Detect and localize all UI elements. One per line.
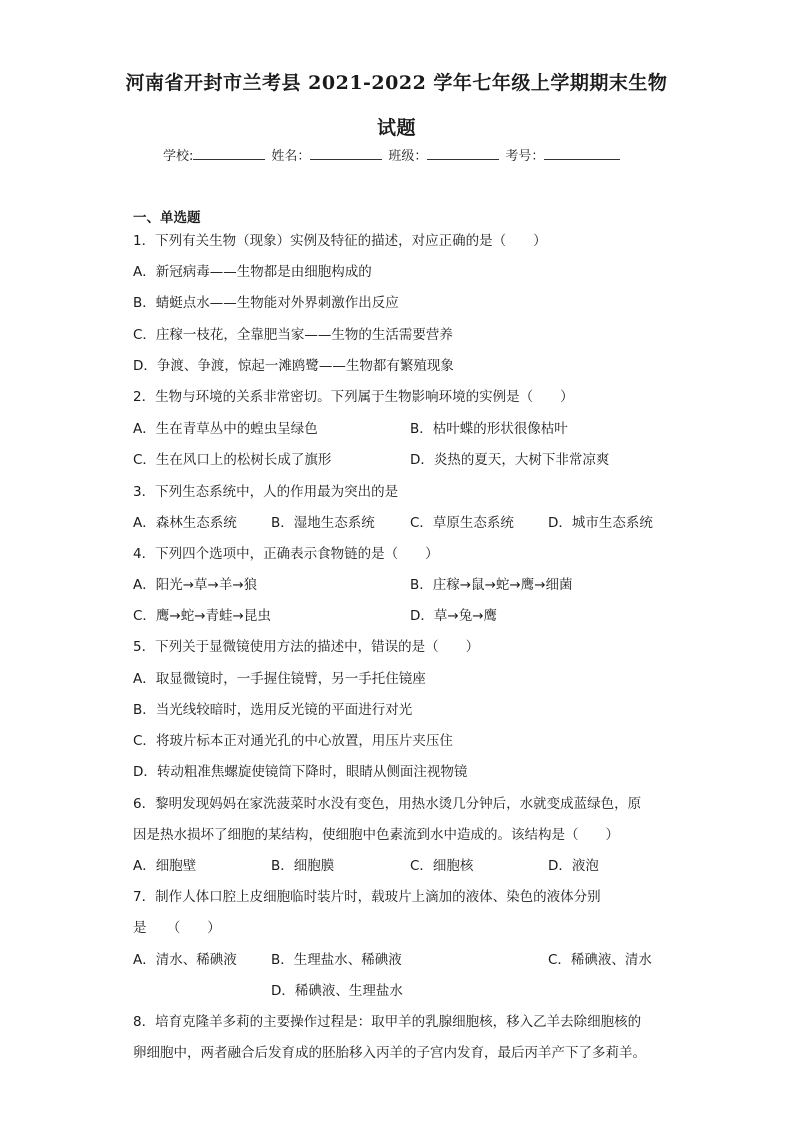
student-info-line xyxy=(163,145,626,167)
question-3-option-d: D．城市生态系统 xyxy=(548,515,653,531)
question-7-option-b: B．生理盐水、稀碘液 xyxy=(271,952,402,968)
exam-no-blank[interactable] xyxy=(544,145,620,160)
question-6-stem: 6．黎明发现妈妈在家洗菠菜时水没有变色，用热水烫几分钟后，水就变成蓝绿色，原 xyxy=(133,796,642,812)
name-label: 姓名： xyxy=(271,149,311,164)
question-2-option-a: A．生在青草丛中的蝗虫呈绿色 xyxy=(133,421,318,437)
question-4-stem: 4．下列四个选项中，正确表示食物链的是（ ） xyxy=(133,546,439,562)
question-3-option-b: B．湿地生态系统 xyxy=(271,515,375,531)
question-7-option-c: C．稀碘液、清水 xyxy=(548,952,652,968)
page-title-line2: 试题 xyxy=(376,117,416,139)
question-6-stem-cont: 因是热水损坏了细胞的某结构，使细胞中色素流到水中造成的。该结构是（ ） xyxy=(133,827,619,843)
question-1-option-d: D．争渡、争渡，惊起一滩鸥鹭——生物都有繁殖现象 xyxy=(133,358,454,374)
school-blank[interactable] xyxy=(193,145,265,160)
question-2-option-b: B．枯叶蝶的形状很像枯叶 xyxy=(410,421,568,437)
question-3-option-c: C．草原生态系统 xyxy=(410,515,514,531)
question-3-option-a: A．森林生态系统 xyxy=(133,515,237,531)
question-7-stem-cont: 是 （ ） xyxy=(133,920,221,936)
question-6-option-d: D．液泡 xyxy=(548,858,599,874)
question-6-option-a: A．细胞壁 xyxy=(133,858,197,874)
question-8-stem: 8．培育克隆羊多莉的主要操作过程是：取甲羊的乳腺细胞核，移入乙羊去除细胞核的 xyxy=(133,1014,642,1030)
exam-no-label: 考号： xyxy=(505,149,545,164)
class-blank[interactable] xyxy=(427,145,499,160)
question-1-option-a: A．新冠病毒——生物都是由细胞构成的 xyxy=(133,264,372,280)
section-heading: 一、单选题 xyxy=(133,210,201,226)
name-blank[interactable] xyxy=(310,145,382,160)
question-5-option-c: C．将玻片标本正对通光孔的中心放置，用压片夹压住 xyxy=(133,733,453,749)
question-7-option-d: D．稀碘液、生理盐水 xyxy=(271,983,403,999)
question-1-option-c: C．庄稼一枝花，全靠肥当家——生物的生活需要营养 xyxy=(133,327,453,343)
question-1-stem: 1．下列有关生物（现象）实例及特征的描述，对应正确的是（ ） xyxy=(133,233,547,249)
question-4-option-d: D．草→兔→鹰 xyxy=(410,608,498,624)
question-5-stem: 5．下列关于显微镜使用方法的描述中，错误的是（ ） xyxy=(133,639,480,655)
question-7-option-a: A．清水、稀碘液 xyxy=(133,952,237,968)
question-4-option-c: C．鹰→蛇→青蛙→昆虫 xyxy=(133,608,271,624)
question-3-stem: 3．下列生态系统中，人的作用最为突出的是 xyxy=(133,484,399,500)
question-2-option-c: C．生在风口上的松树长成了旗形 xyxy=(133,452,332,468)
question-5-option-d: D．转动粗准焦螺旋使镜筒下降时，眼睛从侧面注视物镜 xyxy=(133,764,468,780)
question-4-option-a: A．阳光→草→羊→狼 xyxy=(133,577,258,593)
question-6-option-b: B．细胞膜 xyxy=(271,858,335,874)
question-2-stem: 2．生物与环境的关系非常密切。下列属于生物影响环境的实例是（ ） xyxy=(133,389,574,405)
question-1-option-b: B．蜻蜓点水——生物能对外界刺激作出反应 xyxy=(133,295,399,311)
school-label: 学校: xyxy=(163,149,194,164)
question-4-option-b: B．庄稼→鼠→蛇→鹰→细菌 xyxy=(410,577,573,593)
page-title: 河南省开封市兰考县 2021-2022 学年七年级上学期期末生物 xyxy=(125,72,668,94)
question-6-option-c: C．细胞核 xyxy=(410,858,474,874)
question-5-option-a: A．取显微镜时，一手握住镜臂，另一手托住镜座 xyxy=(133,671,426,687)
question-8-stem-cont: 卵细胞中，两者融合后发育成的胚胎移入丙羊的子宫内发育，最后丙羊产下了多莉羊。 xyxy=(133,1045,646,1061)
class-label: 班级： xyxy=(388,149,428,164)
question-2-option-d: D．炎热的夏天，大树下非常凉爽 xyxy=(410,452,610,468)
question-7-stem: 7．制作人体口腔上皮细胞临时装片时，载玻片上滴加的液体、染色的液体分别 xyxy=(133,889,601,905)
question-5-option-b: B．当光线较暗时，选用反光镜的平面进行对光 xyxy=(133,702,413,718)
